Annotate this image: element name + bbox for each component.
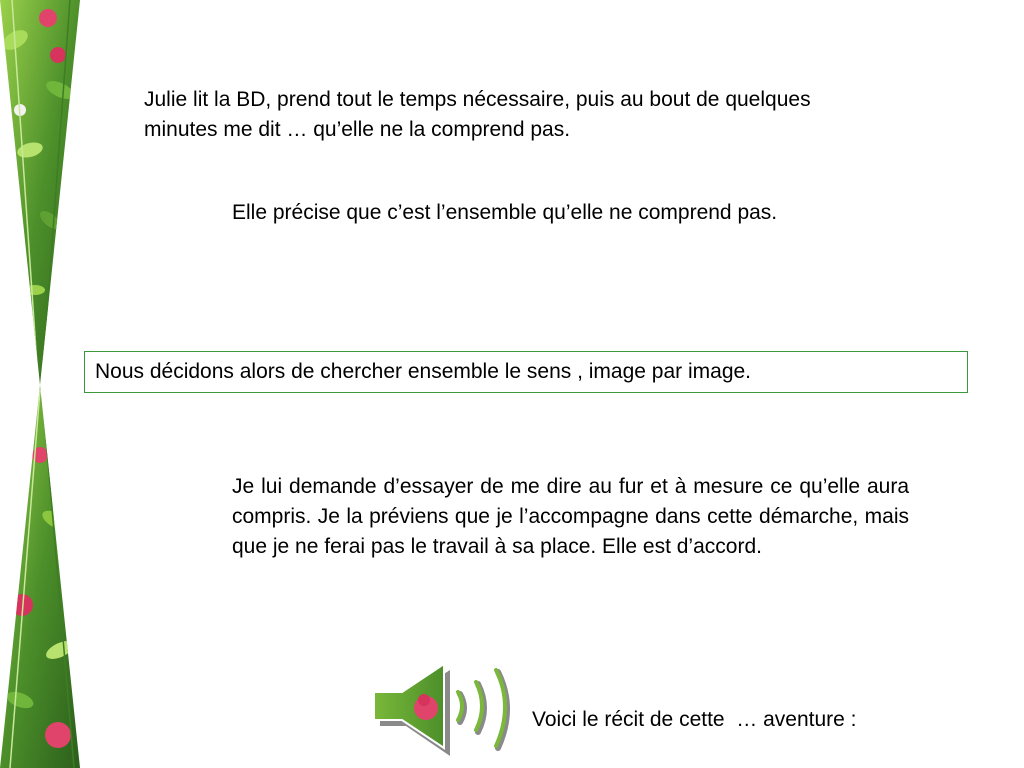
flower-strip-decoration xyxy=(0,0,82,768)
audio-caption: Voici le récit de cette … aventure : xyxy=(532,708,857,731)
paragraph-instructions: Je lui demande d’essayer de me dire au fur et à mesure ce qu’elle aura compris. Je la préviens que je l’accompagne dans cette démarche, mais que je ne ferai pas le travail à sa place. Elle est d’accord. xyxy=(232,475,909,558)
speaker-sound-icon[interactable] xyxy=(374,664,524,756)
paragraph-intro: Julie lit la BD, prend tout le temps nécessaire, puis au bout de quelques minutes me dit … qu’elle ne la comprend pas. xyxy=(144,88,811,141)
boxed-statement: Nous décidons alors de chercher ensemble le sens , image par image. xyxy=(84,351,968,393)
paragraph-precision: Elle précise que c’est l’ensemble qu’elle ne comprend pas. xyxy=(232,201,778,224)
